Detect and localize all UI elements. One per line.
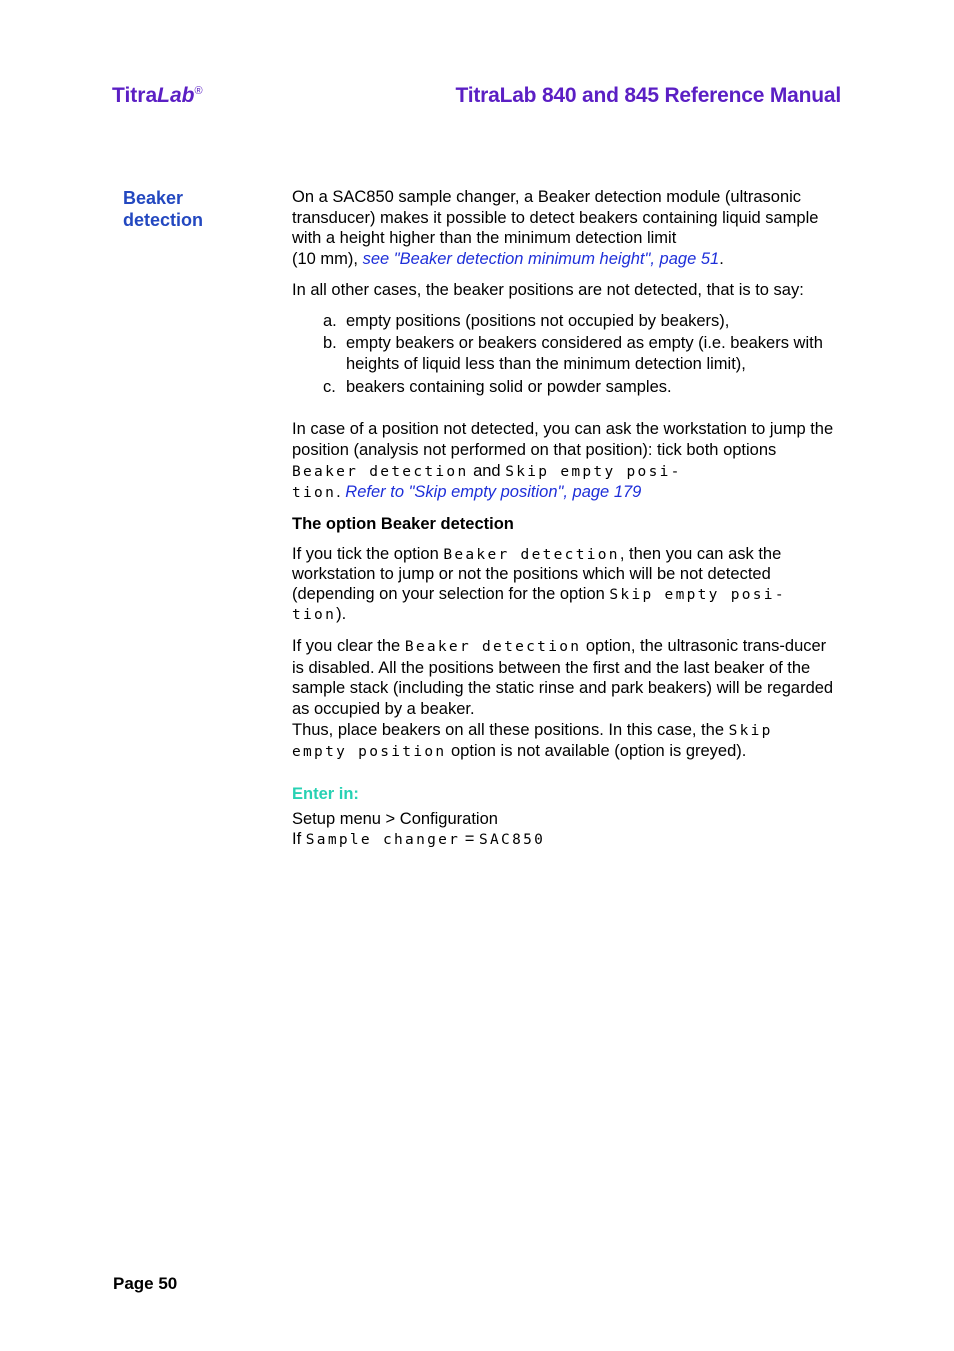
- main-content: [292, 187, 840, 851]
- brand-italic: Lab: [157, 84, 195, 107]
- option-skip-empty-position-a: Skip: [728, 722, 773, 739]
- clear-pre: If you clear the: [292, 636, 405, 655]
- option-beaker-detection: Beaker detection: [292, 463, 469, 480]
- list-item: [323, 377, 840, 398]
- dot: .: [336, 483, 346, 502]
- paragraph-tick-option: [292, 545, 840, 626]
- option-skip-empty-position-b: empty position: [292, 744, 447, 761]
- intro-text: On a SAC850 sample changer, a Beaker detection module (ultrasonic transducer) makes it possible to detect beakers containing liquid sample with a height higher than the minimum detection limit: [292, 188, 819, 248]
- link-skip-empty-position[interactable]: Refer to "Skip empty position", page 179: [345, 483, 642, 502]
- enter-in-condition: [292, 829, 840, 851]
- registered-mark: ®: [194, 85, 203, 97]
- equals-sign: =: [460, 830, 479, 849]
- list-item-text: empty positions (positions not occupied by beakers),: [346, 311, 730, 330]
- section-title-line2: detection: [123, 210, 204, 230]
- paragraph-clear-option: [292, 636, 840, 763]
- list-item-text: beakers containing solid or powder samples.: [346, 377, 672, 396]
- tick-end: ).: [336, 605, 347, 624]
- cases-list: [292, 311, 840, 398]
- option-beaker-detection: Beaker detection: [443, 546, 620, 563]
- setting-value-sac850: SAC850: [479, 832, 546, 849]
- brand-plain: Titra: [112, 84, 158, 107]
- link-beaker-min-height[interactable]: see "Beaker detection minimum height", page 51: [362, 250, 720, 269]
- list-item: [323, 311, 840, 332]
- list-item-text: empty beakers or beakers considered as empty (i.e. beakers with heights of liquid less than the minimum detection limit),: [346, 334, 823, 373]
- intro-tail: .: [719, 250, 724, 269]
- option-skip-empty-position-a: Skip empty posi-: [609, 586, 786, 603]
- section-title: [123, 187, 203, 231]
- if-word: If: [292, 830, 306, 849]
- paragraph-other-cases: In all other cases, the beaker positions are not detected, that is to say:: [292, 280, 804, 299]
- paragraph-not-detected: [292, 419, 840, 504]
- page-number: Page 50: [113, 1274, 178, 1293]
- setting-sample-changer: Sample changer: [305, 832, 461, 849]
- option-skip-empty-position-b: tion: [292, 607, 337, 624]
- enter-in-heading: Enter in:: [292, 785, 359, 804]
- list-item: [323, 333, 840, 374]
- list-marker: c.: [323, 377, 336, 396]
- option-skip-empty-position-a: Skip empty posi-: [505, 463, 682, 480]
- list-marker: b.: [323, 334, 337, 353]
- clear-end: option is not available (option is greyed).: [446, 742, 747, 761]
- clear-line2: Thus, place beakers on all these positions. In this case, the: [292, 720, 729, 739]
- section-title-line1: Beaker: [123, 188, 184, 208]
- tick-pre: If you tick the option: [292, 544, 444, 563]
- option-beaker-detection: Beaker detection: [404, 638, 582, 655]
- manual-title: TitraLab 840 and 845 Reference Manual: [455, 84, 841, 107]
- and-word: and: [468, 461, 506, 480]
- not-detected-text: In case of a position not detected, you can ask the workstation to jump the position (analysis not performed on that position): tick both options: [292, 420, 834, 460]
- clear-mid: option, the ultrasonic trans-ducer is disabled. All the positions between the first and the last beaker of the sample stack (including the static rinse and park beakers) will be regarded as occupied by a beaker.: [292, 636, 834, 718]
- enter-in-path: Setup menu > Configuration: [292, 809, 498, 828]
- paragraph-intro: [292, 187, 840, 270]
- subheading-option: The option Beaker detection: [292, 515, 514, 534]
- option-skip-empty-position-b: tion: [292, 485, 337, 502]
- intro-text-2: (10 mm),: [292, 250, 363, 269]
- tick-mid: , then you can ask the workstation to jump or not the positions which will be not detected (depending on your selection for the option: [292, 544, 782, 603]
- brand-logo: [112, 84, 203, 108]
- list-marker: a.: [323, 311, 337, 330]
